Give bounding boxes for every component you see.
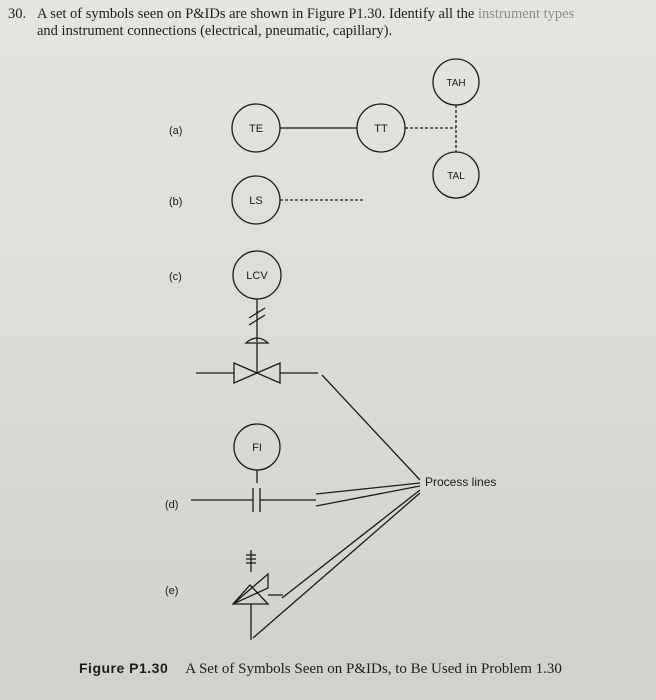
tt-label: TT: [374, 123, 388, 135]
valve-body-left: [234, 363, 257, 383]
label-d: (d): [165, 499, 179, 511]
fi-label: FI: [252, 442, 262, 454]
leader-line-e2: [253, 493, 420, 638]
valve-body-right: [257, 363, 280, 383]
label-b: (b): [169, 196, 183, 208]
label-c: (c): [169, 271, 182, 283]
process-lines-label: Process lines: [425, 475, 497, 489]
figure-number: Figure P1.30: [79, 660, 169, 676]
label-e: (e): [165, 585, 179, 597]
relief-valve-top: [233, 574, 268, 604]
problem-text-faded: instrument types: [478, 6, 575, 22]
label-a: (a): [169, 125, 183, 137]
ls-label: LS: [249, 195, 263, 207]
te-label: TE: [248, 123, 264, 135]
figure-caption: [79, 660, 639, 678]
tal-label: TAL: [447, 171, 465, 182]
problem-text-line2: and instrument connections (electrical, pneumatic, capillary).: [37, 23, 393, 39]
problem-number: 30.: [8, 6, 27, 22]
problem-text-main: A set of symbols seen on P&IDs are shown in Figure P1.30. Identify all the: [37, 6, 475, 22]
tah-label: TAH: [446, 78, 466, 89]
lcv-label: LCV: [246, 270, 268, 282]
leader-line-e1: [282, 490, 420, 598]
caption-text: A Set of Symbols Seen on P&IDs, to Be Used in Problem 1.30: [185, 661, 562, 677]
leader-line-c: [322, 375, 420, 480]
